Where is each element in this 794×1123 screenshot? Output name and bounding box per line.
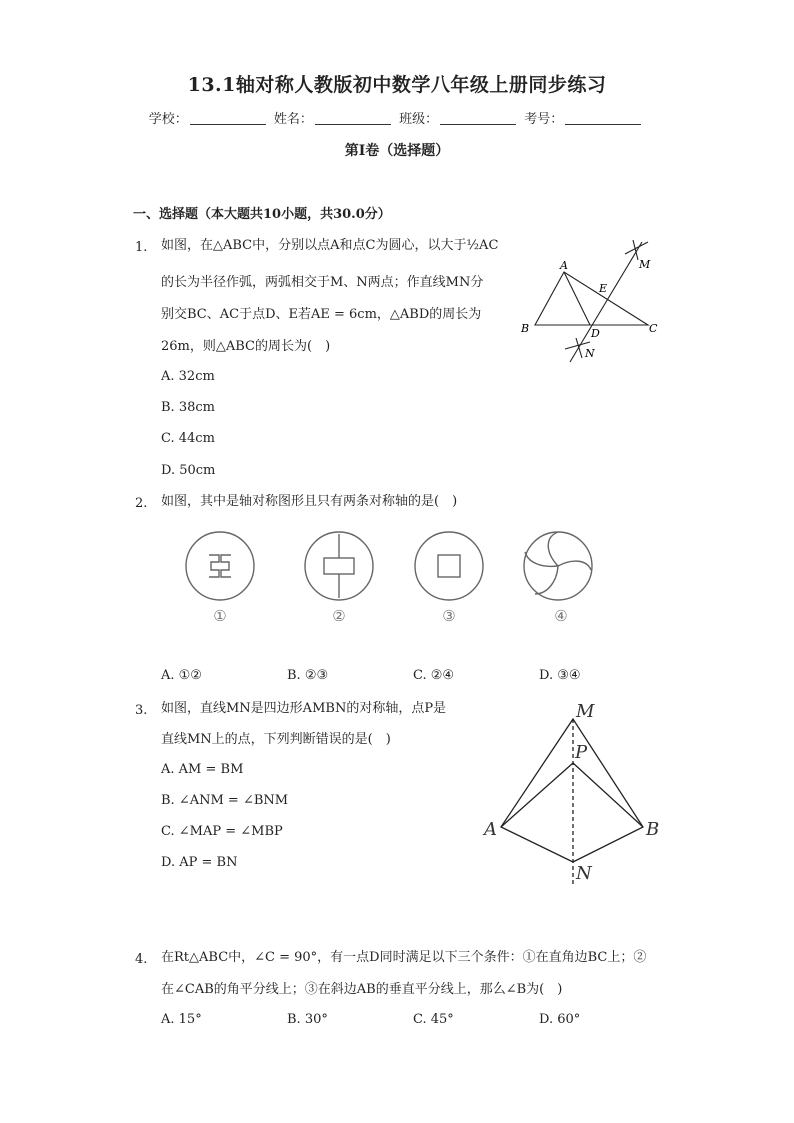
- q2-text: 如图，其中是轴对称图形且只有两条对称轴的是( ): [161, 494, 458, 509]
- q2-option-a[interactable]: A. ①②: [161, 668, 202, 683]
- coin-3: [415, 532, 483, 600]
- q1-number: 1.: [135, 240, 148, 255]
- number-blank[interactable]: [565, 110, 641, 125]
- label-m: M: [639, 258, 651, 271]
- coin-1: [186, 532, 254, 600]
- coin-4-label: ④: [554, 607, 568, 625]
- q1-line-2: 的长为半径作弧，两弧相交于M、N两点；作直线MN分: [161, 275, 484, 290]
- school-label: 学校：: [148, 112, 188, 127]
- label-a: A: [484, 819, 497, 840]
- triangle-abc: [535, 272, 648, 325]
- label-b: B: [646, 819, 660, 840]
- q1-option-d[interactable]: D. 50cm: [161, 463, 216, 478]
- q3-number: 3.: [135, 703, 148, 718]
- q1-triangle-figure: [510, 232, 670, 367]
- label-p: P: [575, 742, 588, 763]
- label-e: E: [599, 282, 608, 295]
- name-blank[interactable]: [315, 110, 391, 125]
- label-n: N: [585, 347, 595, 360]
- label-a: A: [560, 259, 568, 272]
- name-label: 姓名：: [273, 112, 313, 127]
- q1-option-b[interactable]: B. 38cm: [161, 400, 215, 415]
- q3-option-d[interactable]: D. AP = BN: [161, 855, 238, 870]
- coin-1-label: ①: [213, 607, 227, 625]
- q1-option-a[interactable]: A. 32cm: [161, 369, 215, 384]
- q3-option-a[interactable]: A. AM = BM: [161, 762, 244, 777]
- q2-number: 2.: [135, 496, 148, 511]
- q3-kite-figure: [478, 697, 668, 892]
- q4-line-1: 在Rt△ABC中，∠C = 90°，有一点D同时满足以下三个条件：①在直角边BC上；②: [161, 950, 647, 965]
- page-title: 13.1轴对称人教版初中数学八年级上册同步练习: [187, 74, 607, 96]
- student-info-line: [0, 108, 794, 127]
- q2-option-b[interactable]: B. ②③: [287, 668, 329, 683]
- class-blank[interactable]: [440, 110, 516, 125]
- q1-line-4: 26m，则△ABC的周长为( ): [161, 339, 331, 354]
- q3-option-c[interactable]: C. ∠MAP = ∠MBP: [161, 824, 283, 839]
- label-c: C: [649, 322, 658, 335]
- q3-line-1: 如图，直线MN是四边形AMBN的对称轴，点P是: [161, 701, 447, 716]
- q1-line-1: 如图，在△ABC中，分别以点A和点C为圆心，以大于½AC: [161, 238, 499, 253]
- q4-option-b[interactable]: B. 30°: [287, 1012, 328, 1027]
- volume-heading: 第I卷（选择题）: [344, 143, 450, 159]
- line-mn: [570, 242, 642, 362]
- label-b: B: [521, 322, 530, 335]
- coin-2-label: ②: [332, 607, 346, 625]
- section-heading: 一、选择题（本大题共10小题，共30.0分）: [133, 207, 391, 222]
- label-n: N: [576, 863, 592, 884]
- class-label: 班级：: [399, 112, 439, 127]
- q4-option-c[interactable]: C. 45°: [413, 1012, 454, 1027]
- q4-option-d[interactable]: D. 60°: [539, 1012, 581, 1027]
- q2-coins-figure: [185, 522, 605, 632]
- quad-amnb: [501, 719, 643, 862]
- label-m: M: [576, 701, 595, 722]
- q2-option-c[interactable]: C. ②④: [413, 668, 455, 683]
- q4-option-a[interactable]: A. 15°: [161, 1012, 202, 1027]
- q4-line-2: 在∠CAB的角平分线上；③在斜边AB的垂直平分线上，那么∠B为( ): [161, 982, 563, 997]
- q2-option-d[interactable]: D. ③④: [539, 668, 581, 683]
- q1-option-c[interactable]: C. 44cm: [161, 431, 215, 446]
- q3-line-2: 直线MN上的点，下列判断错误的是( ): [161, 732, 391, 747]
- q1-line-3: 别交BC、AC于点D、E若AE = 6cm，△ABD的周长为: [161, 307, 482, 322]
- coin-3-label: ③: [442, 607, 456, 625]
- number-label: 考号：: [524, 112, 564, 127]
- q3-option-b[interactable]: B. ∠ANM = ∠BNM: [161, 793, 289, 808]
- school-blank[interactable]: [190, 110, 266, 125]
- q4-number: 4.: [135, 952, 148, 967]
- label-d: D: [591, 327, 600, 340]
